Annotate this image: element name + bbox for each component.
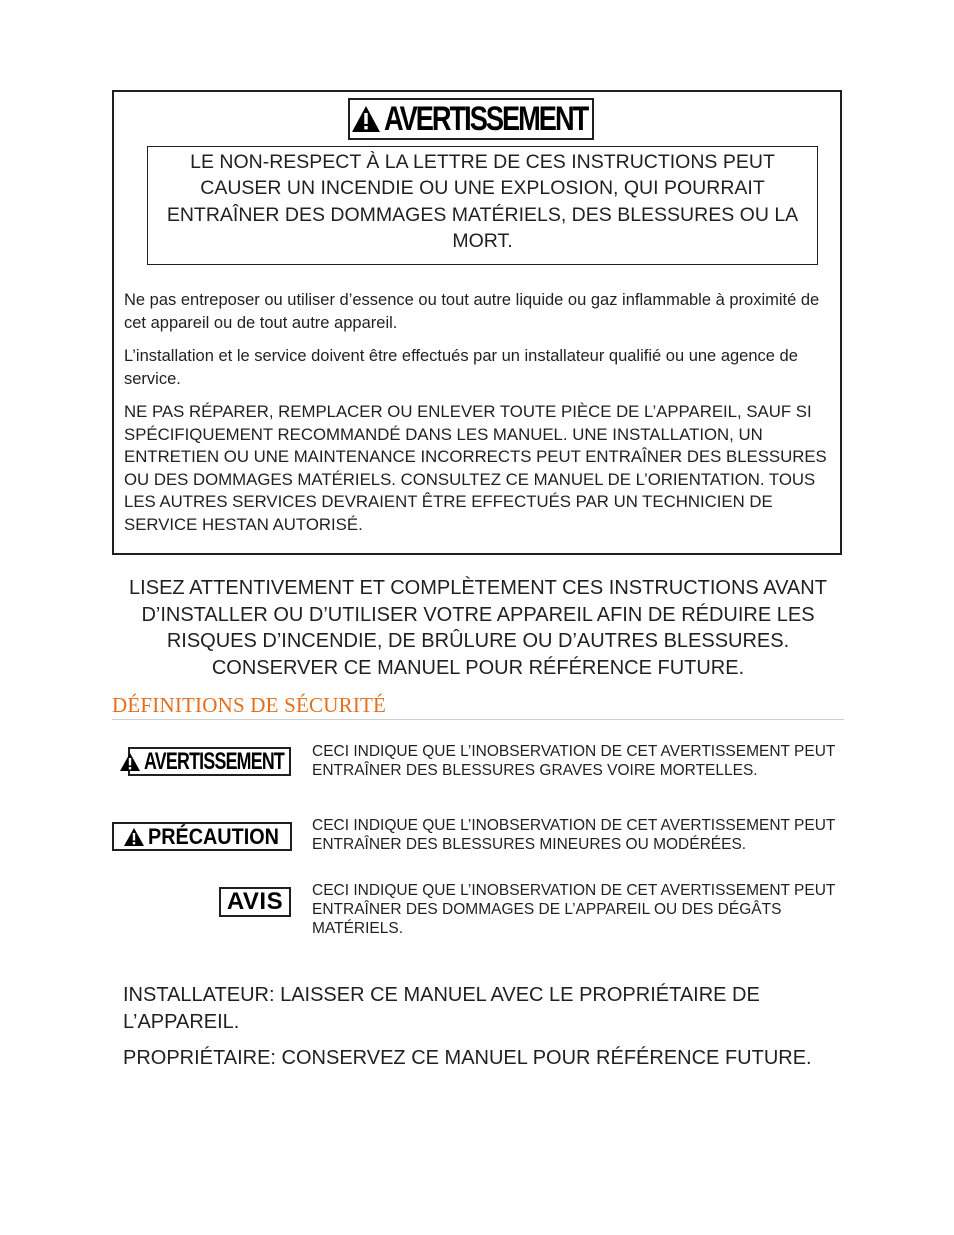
warning-triangle-icon (351, 105, 381, 133)
main-warning-statement (147, 146, 818, 265)
badge-label: AVERTISSEMENT (384, 99, 588, 138)
definition-text-precaution: CECI INDIQUE QUE L’INOBSERVATION DE CET AVERTISSEMENT PEUT ENTRAÎNER DES BLESSURES MINEURES OU MODÉRÉES. (312, 817, 836, 853)
badge-label: PRÉCAUTION (147, 823, 279, 849)
warning-paragraph-installation: L’installation et le service doivent être effectués par un installateur qualifié ou une agence de service. (124, 347, 798, 388)
badge-label: AVERTISSEMENT (144, 747, 285, 775)
main-statement-text: LE NON-RESPECT À LA LETTRE DE CES INSTRUCTIONS PEUT CAUSER UN INCENDIE OU UNE EXPLOSION, QUI POURRAIT ENTRAÎNER DES DOMMAGES MATÉRIELS, DES BLESSURES OU LA MORT. (166, 150, 799, 252)
warning-paragraph-fuel: Ne pas entreposer ou utiliser d’essence ou tout autre liquide ou gaz inflammable à proximité de cet appareil ou de tout autre appareil. (124, 291, 820, 332)
warning-triangle-icon (119, 752, 141, 772)
avertissement-badge (348, 98, 594, 140)
owner-note: PROPRIÉTAIRE: CONSERVEZ CE MANUEL POUR RÉFÉRENCE FUTURE. (123, 1047, 812, 1069)
avertissement-definition-badge (128, 747, 291, 776)
warning-paragraph-repair: NE PAS RÉPARER, REMPLACER OU ENLEVER TOUTE PIÈCE DE L’APPAREIL, SAUF SI SPÉCIFIQUEMENT RECOMMANDÉ DANS LES MANUEL. UNE INSTALLATION, UN ENTRETIEN OU UNE MAINTENANCE INCORRECTS PEUT ENTRAÎNER DES BLESSURES OU DES DOMMAGES MATÉRIELS. CONSULTEZ CE MANUEL DE L’ORIENTATION. TOUS LES AUTRES SERVICES DEVRAIENT ÊTRE EFFECTUÉS PAR UN TECHNICIEN DE SERVICE HESTAN AUTORISÉ. (124, 402, 827, 534)
installer-note: INSTALLATEUR: LAISSER CE MANUEL AVEC LE PROPRIÉTAIRE DE L’APPAREIL. (123, 984, 760, 1033)
section-title-safety-definitions: DÉFINITIONS DE SÉCURITÉ (112, 693, 844, 720)
read-instructions-notice: LISEZ ATTENTIVEMENT ET COMPLÈTEMENT CES INSTRUCTIONS AVANT D’INSTALLER OU D’UTILISER VOTRE APPAREIL AFIN DE RÉDUIRE LES RISQUES D’INCENDIE, DE BRÛLURE OU D’AUTRES BLESSURES. CONSERVER CE MANUEL POUR RÉFÉRENCE FUTURE. (129, 577, 827, 679)
precaution-definition-badge (112, 822, 292, 851)
avis-definition-badge (219, 887, 291, 917)
definition-text-avis: CECI INDIQUE QUE L’INOBSERVATION DE CET AVERTISSEMENT PEUT ENTRAÎNER DES DOMMAGES DE L’APPAREIL OU DES DÉGÂTS MATÉRIELS. (312, 882, 836, 937)
warning-triangle-icon (123, 827, 145, 847)
warning-box (112, 90, 842, 555)
definition-text-avertissement: CECI INDIQUE QUE L’INOBSERVATION DE CET AVERTISSEMENT PEUT ENTRAÎNER DES BLESSURES GRAVES VOIRE MORTELLES. (312, 743, 836, 779)
badge-label: AVIS (226, 888, 284, 915)
